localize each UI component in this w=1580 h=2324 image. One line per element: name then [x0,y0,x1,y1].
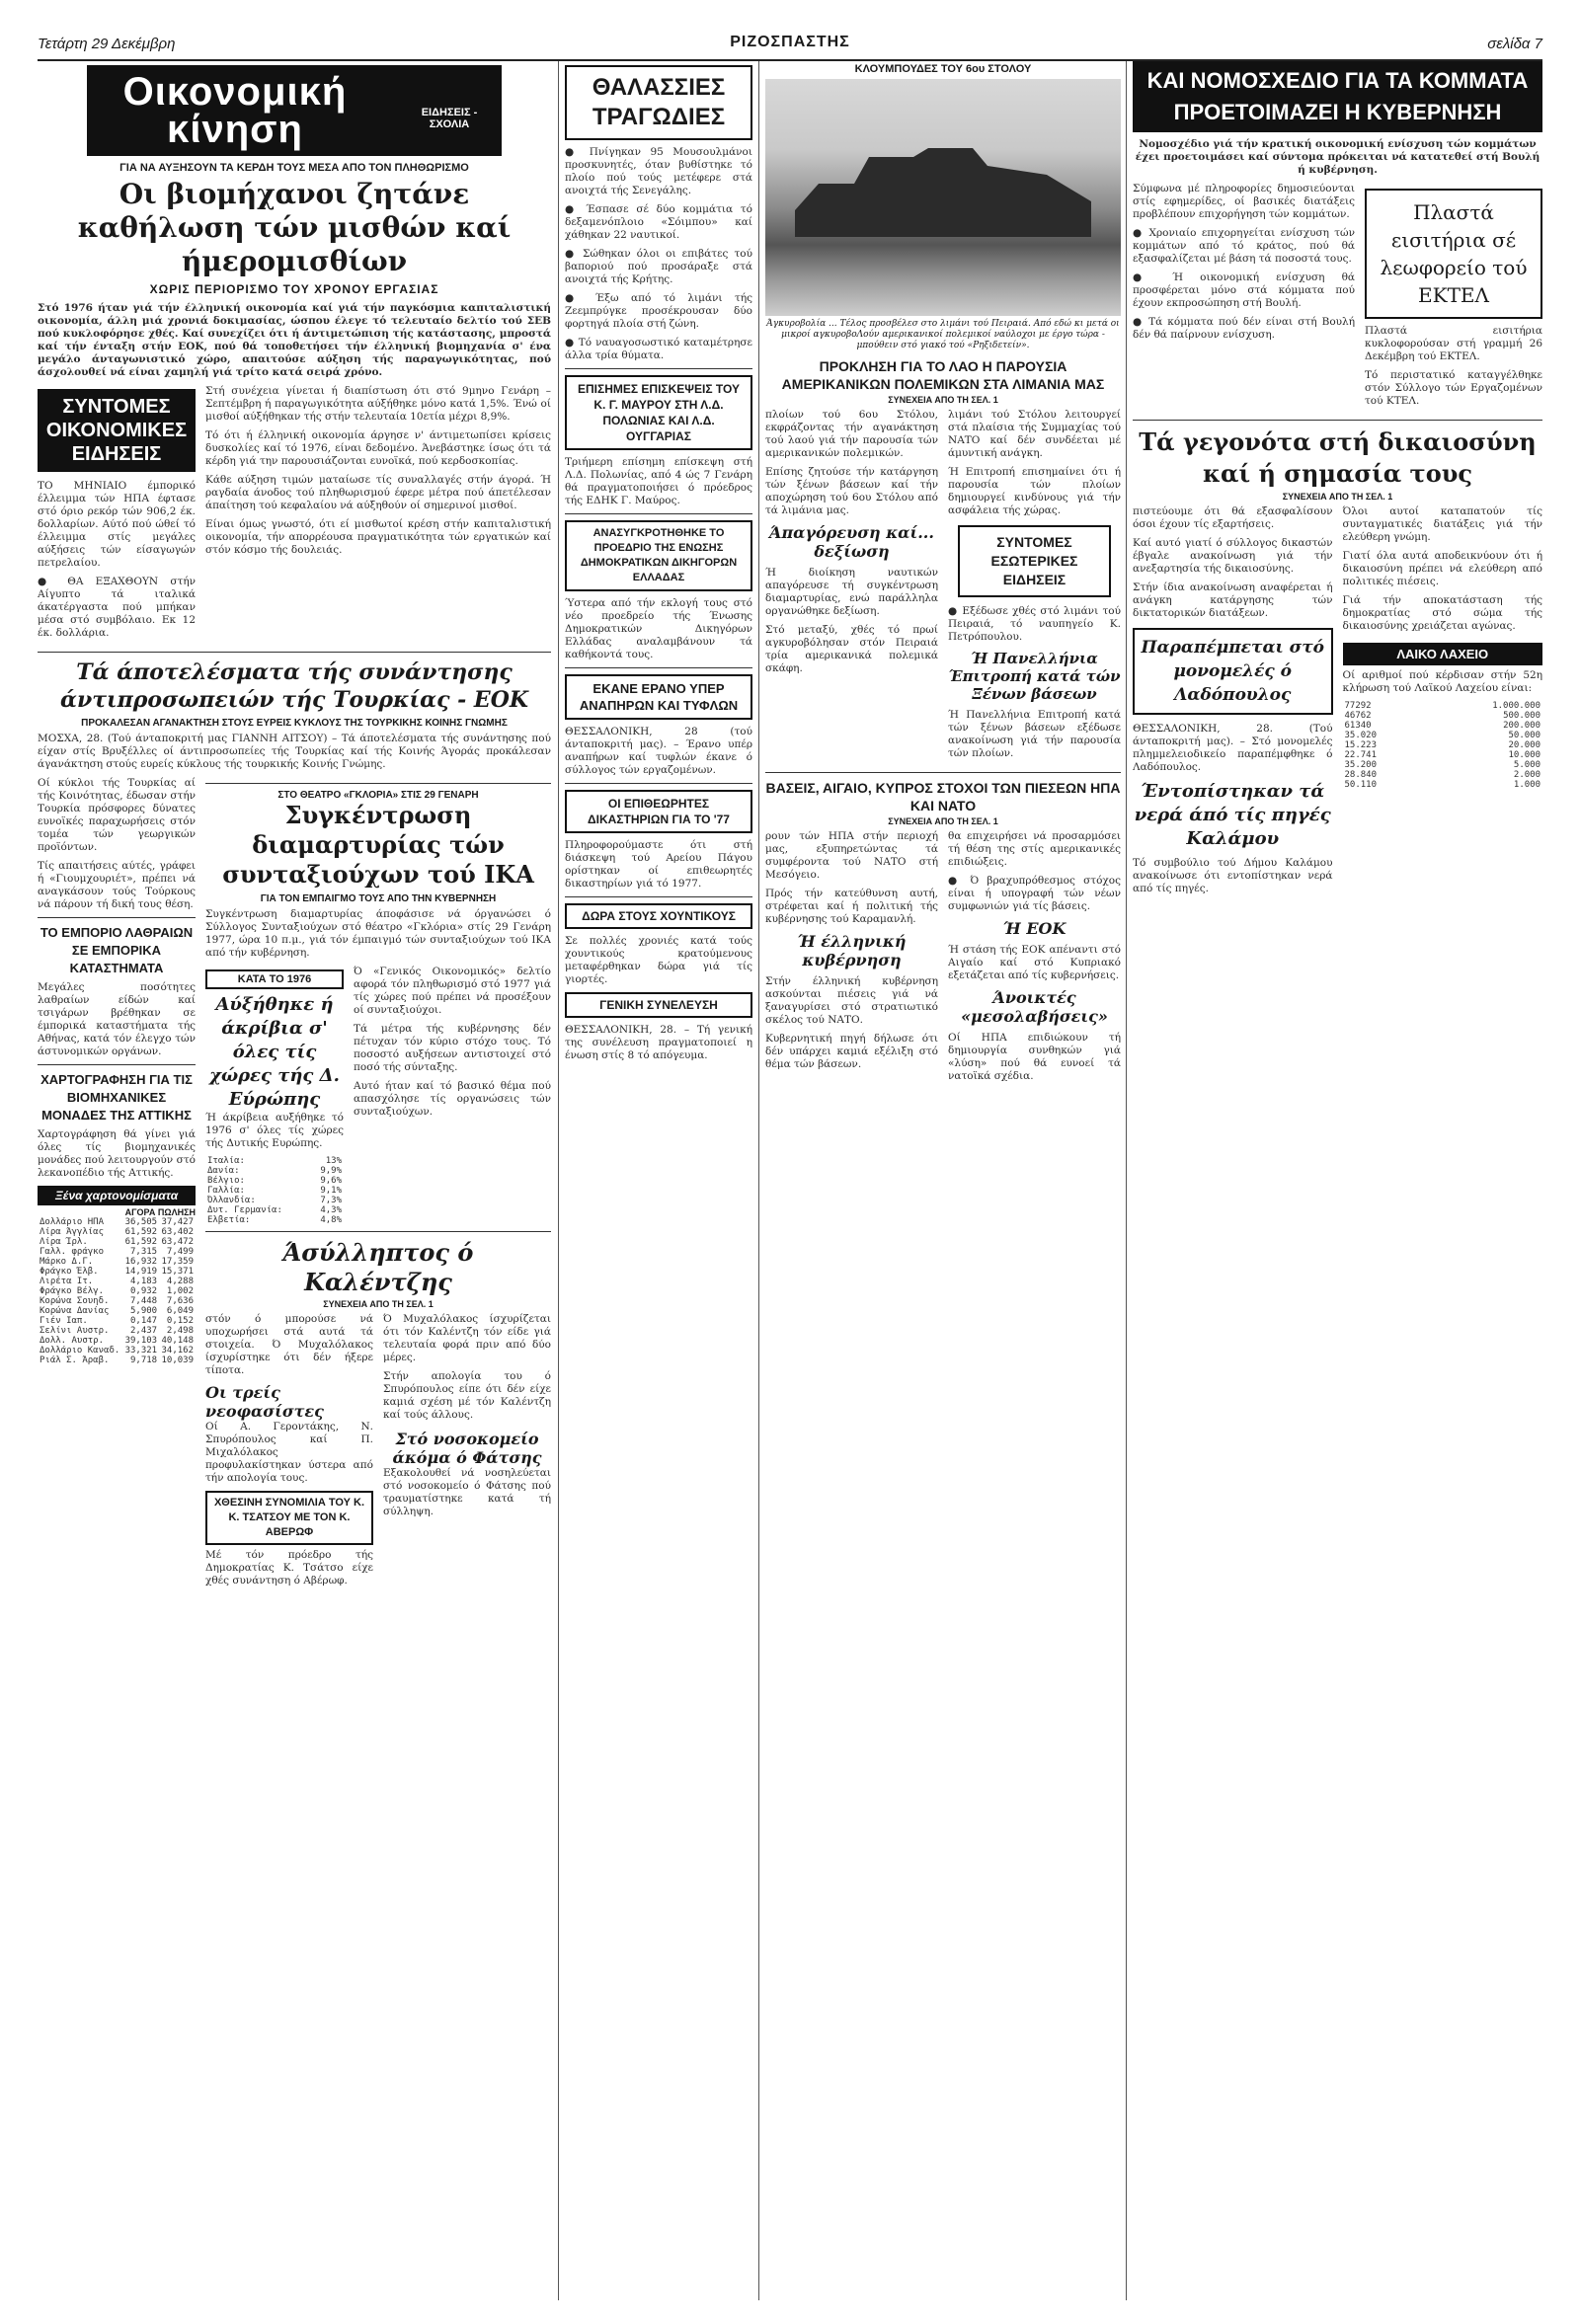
table-cell: 10.000 [1508,750,1540,760]
fleet-sub2: Ή Πανελλήνια Έπιτροπή κατά τών Ξένων βάσεων [948,650,1121,703]
party-law-headline-2: ΠΡΟΕΤΟΙΜΑΖΕΙ Η ΚΥΒΕΡΝΗΣΗ [1133,97,1542,132]
table-cell: Δολλάριο ΗΠΑ [40,1217,105,1227]
table-cell: 0,932 [129,1286,158,1296]
table-cell: 37,427 [161,1217,194,1227]
table-cell: Γαλλ. φράγκο [40,1247,105,1257]
fleet-headline: ΠΡΟΚΛΗΣΗ ΓΙΑ ΤΟ ΛΑΟ Η ΠΑΡΟΥΣΙΑ ΑΜΕΡΙΚΑΝΙΚΩΝ ΠΟΛΕΜΙΚΩΝ ΣΤΑ ΛΙΜΑΝΙΑ ΜΑΣ [781,358,1105,392]
turkey-text: ΜΟΣΧΑ, 28. (Τού άνταποκριτή μας ΓΙΑΝΝΗ ΑΙΤΣΟΥ) – Τά άποτελέσματα τής συνάντησης πού είχαν στίς Βρυξέλλες οί άντιπροσωπείες τής Τουρκίας καί τής Κοινής Άγοράς προκάλεσαν άγανάκτηση στούς ευρείς κύκλους τής τουρκικής Κοινής Γνώμης. [38,733,551,770]
lawyers-headline: ΑΝΑΣΥΓΚΡΟΤΗΘΗΚΕ ΤΟ ΠΡΟΕΔΡΙΟ ΤΗΣ ΕΝΩΣΗΣ ΔΗΜΟΚΡΑΤΙΚΩΝ ΔΙΚΗΓΟΡΩΝ ΕΛΛΑΔΑΣ [565,520,752,591]
table-cell: 35.020 [1344,731,1378,740]
table-cell: 14,919 [124,1267,158,1277]
right-lower-area: ΣΤΟ ΘΕΑΤΡΟ «ΓΚΛΟΡΙΑ» ΣΤΙΣ 29 ΓΕΝΑΡΗ Συγκέντρωση διαμαρτυρίας τών συνταξιούχων τού ΙΚΑ ΓΙΑ ΤΟΝ ΕΜΠΑΙΓΜΟ ΤΟΥΣ ΑΠΟ ΤΗΝ ΚΥΒΕΡΝΗΣΗ Συγκέντρωση διαμαρτυρίας άποφάσισε νά όργανώσει ό Σύλλογος Συνταξιούχων στό θέατρο «Γκλόρια» στίς 29 Γενάρη 1977, ώρα 10 π.μ., γιά τόν έμπαιγμό τών συνταξιούχων τού ΙΚΑ από τήν κυβέρνηση. ΚΑΤΑ ΤΟ 1976 Αύξήθηκε ή άκρίβια σ' όλες τίς χώρες τής Δ. Εύρώπης Ή άκρίβεια αυξήθηκε τό 1976 σ' όλες τίς χώρες τής Δυτικής Ευρώπης. Ιταλία: 13% Δανία: 9,9% Βέλγιο: 9,6% Γαλλία: 9,1% Όλλανδία: 7,3% Δυτ. Γερμανία: 4,3% Ελβετία: 4,8% Ό «Γενικός Οικονομικός» δελτίο αφορά τόν πληθωρισμό στό 1977 γιά τίς χώρες πού πρέπει νά προσέξουν οί συνταξιούχοι. Τά μέτρα τής κυβέρνησης δέν πέτυχαν τόν κύριο στόχο τους. Τό ποσοστό αυξήσεων αντιστοιχεί στό ποσό τής σύνταξης. Αυτό ήταν καί τό βασικό θέμα πού απασχόλησε τίς οργανώσεις τών συνταξιούχων. Άσύλληπτος ό Καλέντζης ΣΥΝΕΧΕΙΑ ΑΠΟ ΤΗ ΣΕΛ. 1 στόν ό μπορούσε νά υποχωρήσει στά αυτά τά στοιχεία. Ό Μυχαλόλακος ίσχυρίστηκε ότι δέν ήξερε τίποτα. Οι τρείς νεοφασίστες Οί Α. Γεροντάκης, Ν. Σπυρόπουλος καί Π. Μιχαλόλακος προφυλακίστηκαν ύστερα από τήν απολογία τους. ΧΘΕΣΙΝΗ ΣΥΝΟΜΙΛΙΑ ΤΟΥ Κ. Κ. ΤΣΑΤΣΟΥ ΜΕ ΤΟΝ Κ. ΑΒΕΡΩΦ Μέ τόν πρόεδρο τής Δημοκρατίας Κ. Τσάτσο είχε χθές συνάντηση ό Αβέρωφ. Ό Μυχαλόλακος ίσχυρίζεται ότι τόν Καλέντζη τόν είδε γιά τελευταία φορά πριν από δύο μέρες. Στήν απολογία του ό Σπυρόπουλος είπε ότι δέν είχε καμιά σχέση μέ τόν Καλέντζη καί τούς άλλους. Στό νοσοκομείο άκόμα ό Φάτσης Εξακολουθεί νά νοσηλεύεται στό νοσοκομείο ό Φάτσης πού τραυματίστηκε κατά τή σύλληψη. [205,777,551,1593]
continued-label: ΣΥΝΕΧΕΙΑ ΑΠΟ ΤΗ ΣΕΛ. 1 [888,395,998,405]
table-cell: Ριάλ Σ. Άραβ. [40,1356,110,1365]
column-divider [758,61,759,2300]
lead-body: Στή συνέχεια γίνεται ή διαπίστωση ότι στό 9μηνο Γενάρη – Σεπτέμβρη ή παραγωγικότητα αύξήθηκε μόνο κατά 1,5%. Ένώ οί μισθοί αύξήθηκαν τής στήν τελευταία 10ετία μέχρι 8,9%. Τό ότι ή έλληνική οικονομία άργησε ν' άντιμετωπίσει κρίσεις δυσκολίες καί τό 1976, είναι δεδομένο. Άνεβάστηκε ίσως ότι τά κέρδη γιά την παρουσιάζονται ευνοϊκά, πού κερδοσκοπίας. Κάθε αύξηση τιμών ματαίωσε τίς συναλλαγές στήν άγορά. Ή ραγδαία άνοδος τού πληθωρισμού έφερε μέτρα πού άπετέλεσαν άπαίτηση τού κεφαλαίου νά αύξηθούν οί σημερινοί μισθοί. Είναι όμως γνωστό, ότι εί μισθωτοί κρέση στήν καπιταλιστική οικονομία, τήν απορρέουσα πραγματικότητα τών εργατικών καί στόν κόσμο τής δουλειάς. [205,385,551,556]
inflation-table [205,1156,344,1225]
nato-sub2: Ή ΕΟΚ [1002,919,1066,938]
economy-section [38,61,551,2300]
trade-headline: ΤΟ ΕΜΠΟΡΙΟ ΛΑΘΡΑΙΩΝ ΣΕ ΕΜΠΟΡΙΚΑ ΚΑΤΑΣΤΗΜΑΤΑ [40,925,194,975]
table-cell: 61,592 [124,1227,158,1237]
table-cell: 22.741 [1344,750,1378,760]
table-row [38,1277,196,1286]
table-cell: 2,437 [129,1326,158,1336]
table-row [38,1267,196,1277]
fx-table [38,1217,196,1365]
nd-headline: ΧΘΕΣΙΝΗ ΣΥΝΟΜΙΛΙΑ ΤΟΥ Κ. Κ. ΤΣΑΤΣΟΥ ΜΕ ΤΟΝ Κ. ΑΒΕΡΩΦ [205,1491,373,1545]
table-cell: 9,1% [320,1186,342,1196]
kalentzis-sub1: Οι τρείς νεοφασίστες [205,1383,324,1421]
continued-label: ΣΥΝΕΧΕΙΑ ΑΠΟ ΤΗ ΣΕΛ. 1 [323,1299,434,1309]
table-cell: 1.000 [1513,780,1540,790]
table-cell: Ελβετία: [207,1215,251,1225]
lead-headline: Οι βιομήχανοι ζητάνε καθήλωση τών μισθών καί ήμερομισθίων [77,178,512,277]
table-cell: 15,371 [161,1267,194,1277]
table-row [38,1286,196,1296]
table-cell: 9,9% [320,1166,342,1176]
mavros-headline: ΕΠΙΣΗΜΕΣ ΕΠΙΣΚΕΨΕΙΣ ΤΟΥ Κ. Γ. ΜΑΥΡΟΥ ΣΤΗ Λ.Δ. ΠΟΛΩΝΙΑΣ ΚΑΙ Λ.Δ. ΟΥΓΓΑΡΙΑΣ [565,375,752,450]
section-banner [87,65,502,156]
justice-headline: Τά γεγονότα στή δικαιοσύνη καί ή σημασία τους [1139,427,1537,488]
table-cell: Λίρα Ίρλ. [40,1237,88,1247]
table-cell: Σελίνι Αυστρ. [40,1326,110,1336]
table-cell: 5,900 [129,1306,158,1316]
table-cell: 39,103 [124,1336,158,1346]
table-cell: 9,6% [320,1176,342,1186]
table-cell: 7,636 [166,1296,194,1306]
table-cell: Βέλγιο: [207,1176,245,1186]
table-row [38,1346,196,1356]
table-cell: Μάρκο Δ.Γ. [40,1257,94,1267]
nato-headline: ΒΑΣΕΙΣ, ΑΙΓΑΙΟ, ΚΥΠΡΟΣ ΣΤΟΧΟΙ ΤΩΝ ΠΙΕΣΕΩΝ ΗΠΑ ΚΑΙ ΝΑΤΟ [765,780,1121,813]
inflation-kicker: ΚΑΤΑ ΤΟ 1976 [205,969,344,989]
ship-silhouette [795,148,1091,237]
kalentzis-headline: Άσύλληπτος ό Καλέντζης [282,1238,474,1296]
table-cell: 2,498 [166,1326,194,1336]
left-narrow-column: Οί κύκλοι τής Τουρκίας αί τής Κοινότητας, έδωσαν στήν Τουρκία πρόσφορες δύνατες ευνοϊκές παραχωρήσεις στόν τομέα τών γεωργικών προϊόντων. Τίς απαιτήσεις αύτές, γράφει ή «Γιουμχουριέτ», πρέπει νά αναγκάσουν τούς Τούρκους νά πάρουν τή δική τους θέση. ΤΟ ΕΜΠΟΡΙΟ ΛΑΘΡΑΙΩΝ ΣΕ ΕΜΠΟΡΙΚΑ ΚΑΤΑΣΤΗΜΑΤΑ Μεγάλες ποσότητες λαθραίων είδών καί τσιγάρων βρέθηκαν σε έμπορικά καταστήματα τής Αθήνας, κατά τόν έλεγχο τών άστυνομικών οργάνων. ΧΑΡΤΟΓΡΑΦΗΣΗ ΓΙΑ ΤΙΣ ΒΙΟΜΗΧΑΝΙΚΕΣ ΜΟΝΑΔΕΣ ΤΗΣ ΑΤΤΙΚΗΣ Χαρτογράφηση θά γίνει γιά όλες τίς βιομηχανικές μονάδες πού λειτουργούν στό λεκανοπέδιο τής Αττικής. Ξένα χαρτονομίσματα ΑΓΟΡΑ ΠΩΛΗΣΗ Δολλάριο ΗΠΑ 36,505 37,427 Λίρα Άγγλίας 61,592 63,402 Λίρα Ίρλ. 61,592 63,472 Γαλλ. φράγκο 7,315 7,499 Μάρκο Δ.Γ. 16,932 17,359 Φράγκο Έλβ. 14,919 15,371 Λιρέτα Ιτ. 4,183 4,288 Φράγκο Βέλγ. 0,932 1,002 Κορώνα Σουηδ. 7,448 7,636 Κορώνα Δανίας 5,900 6,049 Γιέν Ιαπ. 0,147 0,152 Σελίνι Αυστρ. 2,437 2,498 Δολλ. Αυστρ. 39,103 40,148 Δολλάριο Καναδ. 33,321 34,162 Ριάλ Σ. Άραβ. 9,718 10,039 [38,777,196,1365]
nato-sub1: Ή έλληνική κυβέρνηση [797,932,907,969]
table-cell: 0,152 [166,1316,194,1326]
table-cell: 4,288 [166,1277,194,1286]
table-cell: 4,183 [129,1277,158,1286]
lottery-title: ΛΑΙΚΟ ΛΑΧΕΙΟ [1343,643,1543,665]
table-row [1343,721,1543,731]
table-cell: 10,039 [161,1356,194,1365]
page-number: σελίδα 7 [1487,36,1542,52]
table-cell: 500.000 [1503,711,1540,721]
table-row [205,1215,344,1225]
table-cell: Δανία: [207,1166,240,1176]
table-cell: 7,499 [166,1247,194,1257]
fleet-sub1: Άπαγόρευση καί... δεξίωση [769,523,934,561]
theatre-headline: Συγκέντρωση διαμαρτυρίας τών συνταξιούχων τού ΙΚΑ [222,801,534,889]
table-row [1343,711,1543,721]
table-cell: Δυτ. Γερμανία: [207,1205,282,1215]
theatre-kicker: ΣΤΟ ΘΕΑΤΡΟ «ΓΚΛΟΡΙΑ» ΣΤΙΣ 29 ΓΕΝΑΡΗ [277,790,479,801]
lottery-table [1343,701,1543,790]
table-row [1343,760,1543,770]
table-cell: 7,3% [320,1196,342,1205]
table-cell: Γαλλία: [207,1186,245,1196]
eranos-headline: ΕΚΑΝΕ ΕΡΑΝΟ ΥΠΕΡ ΑΝΑΠΗΡΩΝ ΚΑΙ ΤΥΦΛΩΝ [565,674,752,720]
table-row [205,1176,344,1186]
table-cell: 34,162 [161,1346,194,1356]
inflation-headline: Αύξήθηκε ή άκρίβια σ' όλες τίς χώρες τής Δ. Εύρώπης [209,994,340,1110]
newspaper-name: ΡΙΖΟΣΠΑΣΤΗΣ [730,34,850,50]
fx-subtitle: ΑΓΟΡΑ ΠΩΛΗΣΗ [124,1207,196,1217]
fleet-section: ΚΛΟΥΜΠΟΥΔΕΣ ΤΟΥ 6ου ΣΤΟΛΟΥ Άγκυροβολία ... Τέλος προσβέλεσ στο λιμάνι τού Πειραιά. Από εδώ κι μετά οι μικροί αγκυροβοΛούν αμερικανικοί πολεμικοί ναύλοχοι με έργο τώρα - μπούθειν στό γιακό τού «Ρηξιδετείν». ΠΡΟΚΛΗΣΗ ΓΙΑ ΤΟ ΛΑΟ Η ΠΑΡΟΥΣΙΑ ΑΜΕΡΙΚΑΝΙΚΩΝ ΠΟΛΕΜΙΚΩΝ ΣΤΑ ΛΙΜΑΝΙΑ ΜΑΣ ΣΥΝΕΧΕΙΑ ΑΠΟ ΤΗ ΣΕΛ. 1 πλοίων τού 6ου Στόλου, εκφράζοντας τήν αγανάκτηση τού λαού γιά τήν παρουσία τών αμερικανικών πολεμικών. Επίσης ζητούσε τήν κατάργηση τών ξένων βάσεων καί τήν αποχώρηση τού 6ου Στόλου από τά λιμάνια μας. Άπαγόρευση καί... δεξίωση Ή διοίκηση ναυτικών απαγόρευσε τή συγκέντρωση διαμαρτυρίας, ενώ παράλληλα οργανώθηκε δεξίωση. Στό μεταξύ, χθές τό πρωί αγκυροβόλησαν στόν Πειραιά τρία αμερικανικά πολεμικά σκάφη. λιμάνι τού Στόλου λειτουργεί στά πλαίσια τής Συμμαχίας τού ΝΑΤΟ καί δέν συνδέεται μέ άμυντική ανάγκη. Ή Επιτροπή επισημαίνει ότι ή παρουσία τών πλοίων δημιουργεί κινδύνους γιά τήν ασφάλεια τής χώρας. ΣΥΝΤΟΜΕΣ ΕΣΩΤΕΡΙΚΕΣ ΕΙΔΗΣΕΙΣ ● Εξέδωσε χθές στό λιμάνι τού Πειραιά, τό ναυπηγείο Κ. Πετρόπουλου. Ή Πανελλήνια Έπιτροπή κατά τών Ξένων βάσεων Ή Πανελλήνια Επιτροπή κατά τών ξένων βάσεων εξέδωσε ανακοίνωση γιά τήν παρουσία τών πλοίων. ΒΑΣΕΙΣ, ΑΙΓΑΙΟ, ΚΥΠΡΟΣ ΣΤΟΧΟΙ ΤΩΝ ΠΙΕΣΕΩΝ ΗΠΑ ΚΑΙ ΝΑΤΟ ΣΥΝΕΧΕΙΑ ΑΠΟ ΤΗ ΣΕΛ. 1 ρουν τών ΗΠΑ στήν περιοχή μας, εξυπηρετώντας τά συμφέροντα τού ΝΑΤΟ στή Μεσόγειο. Πρός τήν κατεύθυνση αυτή, στρέφεται καί ή πολιτική τής κυβέρνησης τού Καραμανλή. Ή έλληνική κυβέρνηση Στήν έλληνική κυβέρνηση ασκούνται πιέσεις γιά νά ξαναγυρίσει στό στρατιωτικό σκέλος τού ΝΑΤΟ. Κυβερνητική πηγή δήλωσε ότι δέν υπάρχει καμιά εξέλιξη στό θέμα τών βάσεων. θα επιχειρήσει νά προσαρμόσει τή θέση της στίς αμερικανικές επιδιώξεις. ● Ό βραχυπρόθεσμος στόχος είναι ή υπογραφή τών νέων συμφωνιών γιά τίς βάσεις. Ή ΕΟΚ Ή στάση τής ΕΟΚ απέναντι στό Αιγαίο καί στό Κυπριακό εξετάζεται από τίς κυβερνήσεις. Άνοικτές «μεσολαβήσεις» Οί ΗΠΑ επιδιώκουν τή δημιουργία συνθηκών γιά «λύση» πού θά ευνοεί τά νατοϊκά σχέδια. [765,63,1121,1082]
table-cell: 50.000 [1508,731,1540,740]
table-row [1343,780,1543,790]
continued-label: ΣΥΝΕΧΕΙΑ ΑΠΟ ΤΗ ΣΕΛ. 1 [888,816,998,826]
continued-label: ΣΥΝΕΧΕΙΑ ΑΠΟ ΤΗ ΣΕΛ. 1 [1282,492,1393,502]
table-row [38,1316,196,1326]
table-row [38,1296,196,1306]
warship-photo [765,79,1121,316]
table-cell: 77292 [1344,701,1372,711]
lead-kicker: ΓΙΑ ΝΑ ΑΥΞΗΣΟΥΝ ΤΑ ΚΕΡΔΗ ΤΟΥΣ ΜΕΣΑ ΑΠΟ ΤΟΝ ΠΛΗΘΩΡΙΣΜΟ [119,162,469,174]
table-row [38,1227,196,1237]
table-row [38,1257,196,1267]
table-cell: 17,359 [161,1257,194,1267]
lead-subhead: ΧΩΡΙΣ ΠΕΡΙΟΡΙΣΜΟ ΤΟΥ ΧΡΟΝΟΥ ΕΡΓΑΣΙΑΣ [149,282,439,296]
table-cell: Κορώνα Σουηδ. [40,1296,110,1306]
table-cell: 4,3% [320,1205,342,1215]
table-row [205,1186,344,1196]
trial-headline: Παραπέμπεται στό μονομελές ό Λαδόπουλος [1133,628,1333,715]
table-row [38,1217,196,1227]
lead-intro: Στό 1976 ήταν γιά τήν έλληνική οικονομία καί γιά τήν παγκόσμια καπιταλιστική οικονομία, άλλη μιά χρονιά δοκιμασίας, ώσπου έλεγε τό τελευταίο δελτίο τού ΣΕΒ πού κυκλοφόρησε χθές. Καί συνεχίζει ότι ή άντιμετώπιση τής κατάστασης, μπροστά καί τήν ένταξη στήν ΕΟΚ, πού θά τοποθετήσει τήν έλληνική βιομηχανία σ' ένα μεγάλο άνταγωνιστικό χώρο, απαιτούσε αύξηση τής παραγωγικότητας, πού άσχολουθεί νά είναι χαμηλή γιά τρίτο κατά σειρά χρόνο. [38,302,551,378]
sea-headline: ΘΑΛΑΣΣΙΕΣ ΤΡΑΓΩΔΙΕΣ [565,65,752,140]
brief-text: ● ΘΑ ΕΞΑΧΘΟΥΝ στήν Αίγυπτο τά ιταλικά άκατέργαστα πού μπήκαν μέσα στό συμβόλαιο. Εκ 12 έκ. δολλάρια. [38,576,196,639]
section-tag: ΕΙΔΗΣΕΙΣ - ΣΧΟΛΙΑ [421,107,478,130]
tickets-headline: Πλαστά εισιτήρια σέ λεωφορείο τού ΕΚΤΕΛ [1365,189,1542,319]
table-cell: 63,402 [161,1227,194,1237]
table-cell: 28.840 [1344,770,1378,780]
table-cell: Γιέν Ιαπ. [40,1316,88,1326]
table-row [38,1306,196,1316]
table-cell: 61340 [1344,721,1372,731]
table-row [205,1156,344,1166]
table-row [38,1247,196,1257]
news-column: ΘΑΛΑΣΣΙΕΣ ΤΡΑΓΩΔΙΕΣ ● Πνίγηκαν 95 Μουσουλμάνοι προσκυνητές, όταν βυθίστηκε τό πλοίο πού τούς μετέφερε στά ανοιχτά τής Σενεγάλης. ● Έσπασε σέ δύο κομμάτια τό δεξαμενόπλοιο «Σόιμπου» καί χάθηκαν 22 ναυτικοί. ● Σώθηκαν όλοι οι επιβάτες τού βαποριού πού προσάραξε στά ανοιχτά τής Κρήτης. ● Έξω από τό λιμάνι τής Ζεεμπρύγκε προσέκρουσαν δύο φορτηγά πλοία στή ζώνη. ● Τό ναυαγοσωστικό καταμέτρησε άλλα τρία θύματα. ΕΠΙΣΗΜΕΣ ΕΠΙΣΚΕΨΕΙΣ ΤΟΥ Κ. Γ. ΜΑΥΡΟΥ ΣΤΗ Λ.Δ. ΠΟΛΩΝΙΑΣ ΚΑΙ Λ.Δ. ΟΥΓΓΑΡΙΑΣ Τριήμερη επίσημη επίσκεψη στή Λ.Δ. Πολωνίας, από 4 ώς 7 Γενάρη θά πραγματοποιήσει ό πρόεδρος τής ΕΔΗΚ Γ. Μαύρος. ΑΝΑΣΥΓΚΡΟΤΗΘΗΚΕ ΤΟ ΠΡΟΕΔΡΙΟ ΤΗΣ ΕΝΩΣΗΣ ΔΗΜΟΚΡΑΤΙΚΩΝ ΔΙΚΗΓΟΡΩΝ ΕΛΛΑΔΑΣ Ύστερα από τήν εκλογή τους στό νέο προεδρείο τής Ένωσης Δημοκρατικών Δικηγόρων Ελλάδας αναλαμβάνουν τά καθήκοντά τους. ΕΚΑΝΕ ΕΡΑΝΟ ΥΠΕΡ ΑΝΑΠΗΡΩΝ ΚΑΙ ΤΥΦΛΩΝ ΘΕΣΣΑΛΟΝΙΚΗ, 28 (τού άνταποκριτή μας). – Έρανο υπέρ αναπήρων καί τυφλών έκανε ό σύλλογος τών εργαζομένων. ΟΙ ΕΠΙΘΕΩΡΗΤΕΣ ΔΙΚΑΣΤΗΡΙΩΝ ΓΙΑ ΤΟ '77 Πληροφορούμαστε ότι στή διάσκεψη τού Αρείου Πάγου ορίστηκαν οί επιθεωρητές δικαστηρίων γιά τό 1977. ΔΩΡΑ ΣΤΟΥΣ ΧΟΥΝΤΙΚΟΥΣ Σε πολλές χρονιές κατά τούς χουντικούς κρατούμενους μεταφέρθηκαν δώρα γιά τίς γιορτές. ΓΕΝΙΚΗ ΣΥΝΕΛΕΥΣΗ ΘΕΣΣΑΛΟΝΙΚΗ, 28. – Τή γενική της συνέλευση πραγματοποιεί η ένωση στίς 8 τό απόγευμα. [565,61,752,2300]
table-cell: Φράγκο Βέλγ. [40,1286,105,1296]
table-cell: 20.000 [1508,740,1540,750]
column-divider [1126,61,1127,2300]
table-cell: 15.223 [1344,740,1378,750]
kalentzis-sub2: Στό νοσοκομείο άκόμα ό Φάτσης [392,1430,542,1467]
kalamos-headline: Έντοπίστηκαν τά νερά άπό τίς πηγές Καλάμου [1134,781,1331,849]
table-row [1343,731,1543,740]
table-cell: Ιταλία: [207,1156,245,1166]
table-cell: 5.000 [1513,760,1540,770]
brief-text: ΤΟ ΜΗΝΙΑΙΟ έμπορικό έλλειμμα τών ΗΠΑ έφτασε στό όριο ρεκόρ τών 906,2 έκ. δολλαρίων. Αύτό πού ώθεί τό έλλειμμα στίς μεγάλες αύξήσεις τών είσαγωγών πετρελαίου. [38,480,196,569]
table-cell: Φράγκο Έλβ. [40,1267,99,1277]
fleet-kicker: ΚΛΟΥΜΠΟΥΔΕΣ ΤΟΥ 6ου ΣΤΟΛΟΥ [854,63,1032,75]
nato-sub3: Άνοικτές «μεσολαβήσεις» [961,988,1108,1026]
table-row [1343,750,1543,760]
table-cell: Λίρα Άγγλίας [40,1227,105,1237]
table-cell: 7,315 [129,1247,158,1257]
table-cell: 46762 [1344,711,1372,721]
table-row [1343,740,1543,750]
table-cell: Κορώνα Δανίας [40,1306,110,1316]
table-cell: 200.000 [1503,721,1540,731]
table-row [38,1356,196,1365]
domestic-box: ΣΥΝΤΟΜΕΣ ΕΣΩΤΕΡΙΚΕΣ ΕΙΔΗΣΕΙΣ [958,525,1111,597]
table-row [205,1196,344,1205]
table-row [205,1205,344,1215]
turkey-headline: Τά άποτελέσματα τής συνάντησης άντιπροσωπειών τής Τουρκίας - ΕΟΚ [60,659,528,713]
table-cell: 1.000.000 [1492,701,1540,711]
table-cell: 1,002 [166,1286,194,1296]
judges-headline: ΟΙ ΕΠΙΘΕΩΡΗΤΕΣ ΔΙΚΑΣΤΗΡΙΩΝ ΓΙΑ ΤΟ '77 [565,790,752,833]
column-divider [558,61,559,2300]
table-cell: Όλλανδία: [207,1196,256,1205]
table-cell: 2.000 [1513,770,1540,780]
table-row [38,1326,196,1336]
table-cell: 33,321 [124,1346,158,1356]
table-row [38,1237,196,1247]
table-row [205,1166,344,1176]
table-cell: 40,148 [161,1336,194,1346]
table-cell: 36,505 [124,1217,158,1227]
inflation-box: ΚΑΤΑ ΤΟ 1976 Αύξήθηκε ή άκρίβια σ' όλες τίς χώρες τής Δ. Εύρώπης Ή άκρίβεια αυξήθηκε τό 1976 σ' όλες τίς χώρες τής Δυτικής Ευρώπης. Ιταλία: 13% Δανία: 9,9% Βέλγιο: 9,6% Γαλλία: 9,1% Όλλανδία: 7,3% Δυτ. Γερμανία: 4,3% Ελβετία: 4,8% [205,966,344,1225]
left-column [38,385,196,646]
assembly-headline: ΓΕΝΙΚΗ ΣΥΝΕΛΕΥΣΗ [565,992,752,1018]
table-cell: 35.200 [1344,760,1378,770]
page-header [38,30,1542,61]
right-column: ΚΑΙ ΝΟΜΟΣΧΕΔΙΟ ΓΙΑ ΤΑ ΚΟΜΜΑΤΑ ΠΡΟΕΤΟΙΜΑΖΕΙ Η ΚΥΒΕΡΝΗΣΗ Νομοσχέδιο γιά τήν κρατική οικονομική ενίσχυση τών κομμάτων έχει προετοιμάσει καί σύντομα πρόκειται νά κατατεθεί στή Βουλή ή κυβέρνηση. Σύμφωνα μέ πληροφορίες δημοσιεύονται στίς εφημερίδες, οί βασικές διατάξεις προβλέπουν επιχορήγηση τών κομμάτων. ● Χρονιαίο επιχορηγείται ενίσχυση τών κομμάτων από τό κράτος, πού θά εξασφαλίζεται μέ βάση τά ποσοστά τους. ● Ή οικονομική ενίσχυση θά προσφέρεται μόνο στά κόμματα πού έχουν εκπροσώπηση στή Βουλή. ● Τά κόμματα πού δέν είναι στή Βουλή δέν θά παίρνουν ενίσχυση. Πλαστά εισιτήρια σέ λεωφορείο τού ΕΚΤΕΛ Πλαστά εισιτήρια κυκλοφορούσαν στή γραμμή 26 Δεκέμβρη τού ΕΚΤΕΛ. Τό περιστατικό καταγγέλθηκε στόν Σύλλογο τών Εργαζομένων τού ΚΤΕΛ. Τά γεγονότα στή δικαιοσύνη καί ή σημασία τους ΣΥΝΕΧΕΙΑ ΑΠΟ ΤΗ ΣΕΛ. 1 πιστεύουμε ότι θά εξασφαλίσουν όσοι έχουν τίς εξαρτήσεις. Καί αυτό γιατί ό σύλλογος δικαστών έβγαλε ανακοίνωση γιά τήν ανεξαρτησία τής δικαιοσύνης. Στήν ίδια ανακοίνωση αναφέρεται ή ανάγκη κατάργησης τών δικτατορικών διατάξεων. Παραπέμπεται στό μονομελές ό Λαδόπουλος ΘΕΣΣΑΛΟΝΙΚΗ, 28. (Τού άνταποκριτή μας). – Στό μονομελές πλημμελειοδικείο παραπέμφθηκε ό Λαδόπουλος. Έντοπίστηκαν τά νερά άπό τίς πηγές Καλάμου Τό συμβούλιο τού Δήμου Καλάμου ανακοίνωσε ότι εντοπίστηκαν νερά από τίς πηγές. Όλοι αυτοί καταπατούν τίς συνταγματικές διατάξεις γιά τήν ελεύθερη γνώμη. Γιατί όλα αυτά αποδεικνύουν ότι ή δικαιοσύνη πρέπει νά ελεύθερη από πολιτικές πιέσεις. Γιά τήν αποκατάσταση τής δημοκρατίας στό σώμα τής δικαιοσύνης χρειάζεται αγώνας. ΛΑΙΚΟ ΛΑΧΕΙΟ Οί αριθμοί πού κέρδισαν στήν 52η κλήρωση τού Λαϊκού Λαχείου είναι: 77292 1.000.000 46762 500.000 61340 200.000 35.020 50.000 15.223 20.000 22.741 10.000 35.200 5.000 28.840 2.000 50.110 1.000 [1133,61,1542,2300]
table-cell: 6,049 [166,1306,194,1316]
section-title: Οικονομική κίνηση [122,70,348,151]
briefs-box: ΣΥΝΤΟΜΕΣ ΟΙΚΟΝΟΜΙΚΕΣ ΕΙΔΗΣΕΙΣ [38,389,196,472]
table-cell: 61,592 [124,1237,158,1247]
table-cell: 63,472 [161,1237,194,1247]
table-cell: 50.110 [1344,780,1378,790]
table-cell: 4,8% [320,1215,342,1225]
table-cell: 9,718 [129,1356,158,1365]
fx-title: Ξένα χαρτονομίσματα [38,1186,196,1205]
table-cell: 7,448 [129,1296,158,1306]
turkey-subhead: ΠΡΟΚΑΛΕΣΑΝ ΑΓΑΝΑΚΤΗΣΗ ΣΤΟΥΣ ΕΥΡΕΙΣ ΚΥΚΛΟΥΣ ΤΗΣ ΤΟΥΡΚΙΚΗΣ ΚΟΙΝΗΣ ΓΝΩΜΗΣ [81,718,508,729]
table-row [1343,770,1543,780]
table-cell: 0,147 [129,1316,158,1326]
table-cell: Δολλάριο Καναδ. [40,1346,120,1356]
table-cell: 13% [325,1156,342,1166]
issue-date: Τετάρτη 29 Δεκέμβρη [38,36,176,52]
mapping-headline: ΧΑΡΤΟΓΡΑΦΗΣΗ ΓΙΑ ΤΙΣ ΒΙΟΜΗΧΑΝΙΚΕΣ ΜΟΝΑΔΕΣ ΤΗΣ ΑΤΤΙΚΗΣ [40,1072,193,1123]
table-row [1343,701,1543,711]
table-cell: 16,932 [124,1257,158,1267]
table-cell: Λιρέτα Ιτ. [40,1277,94,1286]
table-row [38,1336,196,1346]
gifts-headline: ΔΩΡΑ ΣΤΟΥΣ ΧΟΥΝΤΙΚΟΥΣ [565,903,752,929]
party-law-headline: ΚΑΙ ΝΟΜΟΣΧΕΔΙΟ ΓΙΑ ΤΑ ΚΟΜΜΑΤΑ [1133,61,1542,97]
theatre-subhead: ΓΙΑ ΤΟΝ ΕΜΠΑΙΓΜΟ ΤΟΥΣ ΑΠΟ ΤΗΝ ΚΥΒΕΡΝΗΣΗ [260,893,497,904]
photo-caption: Άγκυροβολία ... Τέλος προσβέλεσ στο λιμάνι τού Πειραιά. Από εδώ κι μετά οι μικροί αγκυροβοΛούν αμερικανικοί πολεμικοί ναύλοχοι με έργο τώρα - μπούθειν στό γιακό τού «Ρηξιδετείν». [766,319,1120,350]
table-cell: Δολλ. Αυστρ. [40,1336,105,1346]
